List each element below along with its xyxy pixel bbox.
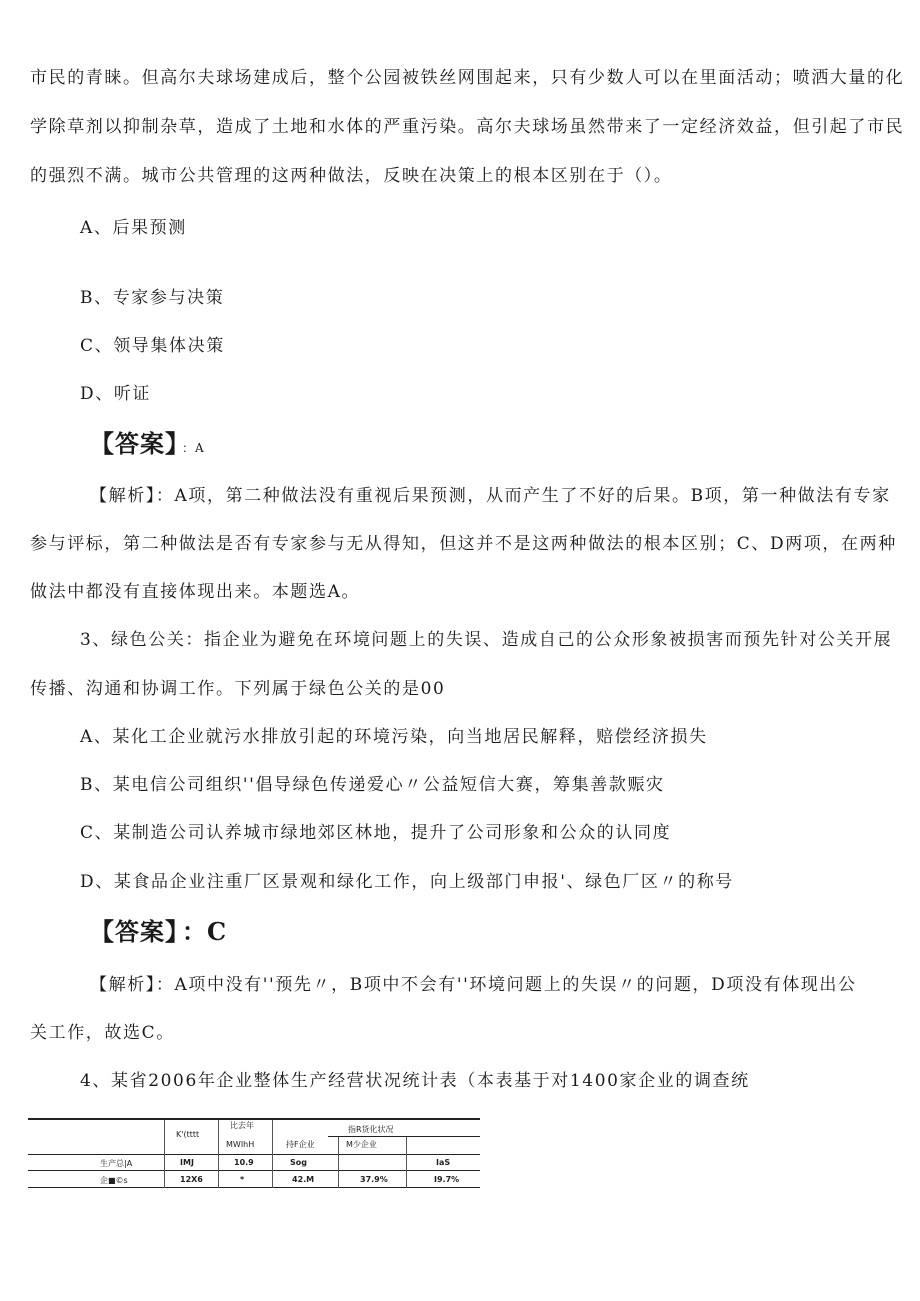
q2-analysis-line-1: 【解析】：A项，第二种做法没有重视后果预测，从而产生了不好的后果。B项，第一种做法有专家 [90,486,891,506]
table-row2-c5: 37.9% [360,1175,388,1184]
table-row2-c6: I9.7% [434,1175,460,1184]
q2-analysis-line-2: 参与评标，第二种做法是否有专家参与无从得知，但这并不是这两种做法的根本区别；C、D两项，在两种 [30,534,897,554]
q3-analysis-line-2: 关工作，故选C。 [30,1023,175,1043]
table-header-sub1: 持F企业 [286,1140,315,1149]
q2-option-c: C、领导集体决策 [80,336,225,356]
q2-stem-line-2: 学除草剂以抑制杂草，造成了土地和水体的严重污染。高尔夫球场虽然带来了一定经济效益，但引起了市民 [30,117,905,137]
q3-option-b: B、某电信公司组织''倡导绿色传递爱心〃公益短信大赛，筹集善款赈灾 [80,775,665,795]
q3-answer [90,917,228,946]
table-group-rule [328,1136,480,1137]
q2-answer [90,429,205,460]
table-bottom-rule [28,1187,480,1188]
q2-option-a: A、后果预测 [80,218,187,238]
q2-analysis-line-3: 做法中都没有直接体现出来。本题选A。 [30,582,361,602]
table-col-divider [272,1120,273,1188]
statistics-table [28,1116,480,1190]
q3-answer-value: ：C [182,917,228,946]
table-row1-c6: IaS [436,1158,451,1167]
table-row1-c3: 10.9 [234,1158,254,1167]
q2-answer-label: 【答案】 [90,429,178,458]
table-row2-c4: 42.M [292,1175,315,1184]
table-header-col3-top: 比去年 [230,1121,254,1130]
q3-option-d: D、某食品企业注重厂区景观和绿化工作，向上级部门申报'、绿色厂区〃的称号 [80,872,734,892]
table-header-col2: K'(tttt [176,1130,200,1139]
q2-stem-line-3: 的强烈不满。城市公共管理的这两种做法，反映在决策上的根本区别在于（）。 [30,166,673,186]
q2-option-d: D、听证 [80,384,152,404]
q2-option-b: B、专家参与决策 [80,288,225,308]
q2-stem-line-1: 市民的青睐。但高尔夫球场建成后，整个公园被铁丝网围起来，只有少数人可以在里面活动；喷洒大量的化 [30,68,905,88]
table-top-rule [28,1118,480,1120]
table-header-col3-bottom: MWIhH [226,1140,255,1149]
table-row1-label: 生产总|A [100,1159,133,1168]
table-header-group: 指R货化状况 [348,1125,394,1134]
table-header-sub2: M少企业 [346,1140,377,1149]
table-row2-c2: 12X6 [180,1175,203,1184]
q3-stem-line-2: 传播、沟通和协调工作。下列属于绿色公关的是00 [30,679,446,699]
q3-option-c: C、某制造公司认养城市绿地郊区林地，提升了公司形象和公众的认同度 [80,823,672,843]
table-col-divider [164,1120,165,1188]
table-row1-c4: Sog [290,1158,307,1167]
q3-answer-label: 【答案】 [90,917,178,946]
table-col-divider [406,1137,407,1188]
table-row-rule [28,1170,480,1171]
q3-stem-line-1: 3、绿色公关：指企业为避免在环境问题上的失误、造成自己的公众形象被损害而预先针对公关开展 [80,630,893,650]
q3-analysis-line-1: 【解析】：A项中没有''预先〃，B项中不会有''环境问题上的失误〃的问题，D项没有体现出公 [90,975,857,995]
table-row2-c3: * [240,1175,245,1184]
q2-answer-value: ：A [182,441,205,455]
table-header-rule [28,1154,480,1155]
table-row2-label: 企■©s [100,1176,128,1185]
table-col-divider [338,1137,339,1188]
q4-stem-line: 4、某省2006年企业整体生产经营状况统计表（本表基于对1400家企业的调查统 [80,1071,750,1091]
table-col-divider [218,1120,219,1188]
q3-option-a: A、某化工企业就污水排放引起的环境污染，向当地居民解释，赔偿经济损失 [80,727,708,747]
table-row1-c2: IMJ [180,1158,194,1167]
